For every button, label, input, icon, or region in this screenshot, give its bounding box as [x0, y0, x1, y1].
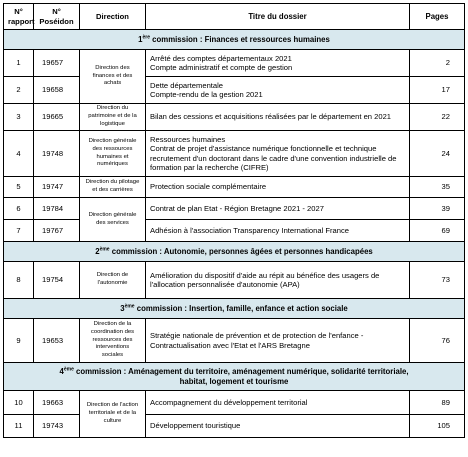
direction-cell: Direction de la coordination des ressources des interventions sociales	[80, 319, 146, 363]
rapport-number: 6	[4, 198, 34, 220]
table-row	[4, 391, 465, 415]
titre-cell: Adhésion à l'association Transparency International France	[146, 220, 410, 242]
direction-cell: Direction de l'action territoriale et de la culture	[80, 391, 146, 438]
titre-cell: Contrat de plan Etat - Région Bretagne 2021 - 2027	[146, 198, 410, 220]
pages-cell: 2	[410, 50, 465, 77]
commission-1-header	[4, 30, 465, 50]
table-row	[4, 262, 465, 299]
rapport-number: 2	[4, 77, 34, 104]
poseidon-number: 19784	[34, 198, 80, 220]
rapport-number: 9	[4, 319, 34, 363]
rapport-number: 11	[4, 415, 34, 438]
commission-3-title: 3ème commission : Insertion, famille, enfance et action sociale	[4, 299, 465, 319]
table-row	[4, 104, 465, 131]
titre-cell: Stratégie nationale de prévention et de protection de l'enfance - Contractualisation avec l'Etat et l'ARS Bretagne	[146, 319, 410, 363]
commission-4-header	[4, 363, 465, 391]
direction-cell: Direction des finances et des achats	[80, 50, 146, 104]
poseidon-number: 19663	[34, 391, 80, 415]
table-row	[4, 77, 465, 104]
poseidon-number: 19665	[34, 104, 80, 131]
rapport-number: 7	[4, 220, 34, 242]
dossier-table	[3, 3, 465, 438]
poseidon-number: 19657	[34, 50, 80, 77]
poseidon-number: 19754	[34, 262, 80, 299]
titre-cell: Dette départementale Compte-rendu de la gestion 2021	[146, 77, 410, 104]
direction-cell: Direction générale des services	[80, 198, 146, 242]
table-row	[4, 198, 465, 220]
titre-cell: Amélioration du dispositif d'aide au répit au bénéfice des usagers de l'allocation personnalisée d'autonomie (APA)	[146, 262, 410, 299]
poseidon-number: 19658	[34, 77, 80, 104]
pages-cell: 17	[410, 77, 465, 104]
document-page	[3, 3, 465, 438]
header-direction: Direction	[80, 4, 146, 30]
titre-cell: Arrêté des comptes départementaux 2021 Compte administratif et compte de gestion	[146, 50, 410, 77]
commission-3-header	[4, 299, 465, 319]
rapport-number: 5	[4, 177, 34, 198]
table-row	[4, 415, 465, 438]
titre-cell: Accompagnement du développement territorial	[146, 391, 410, 415]
direction-cell: Direction du patrimoine et de la logistique	[80, 104, 146, 131]
table-row	[4, 131, 465, 177]
pages-cell: 24	[410, 131, 465, 177]
poseidon-number: 19653	[34, 319, 80, 363]
header-poseidon: N° Poséidon	[34, 4, 80, 30]
titre-cell: Ressources humaines Contrat de projet d'assistance numérique fonctionnelle et technique recrutement d'un doctorant dans le cadre d'une convention industrielle de formation par la recherche (CIFRE)	[146, 131, 410, 177]
header-titre: Titre du dossier	[146, 4, 410, 30]
direction-cell: Direction générale des ressources humaines et numériques	[80, 131, 146, 177]
direction-cell: Direction du pilotage et des carrières	[80, 177, 146, 198]
rapport-number: 8	[4, 262, 34, 299]
pages-cell: 89	[410, 391, 465, 415]
poseidon-number: 19748	[34, 131, 80, 177]
poseidon-number: 19747	[34, 177, 80, 198]
commission-2-title: 2ème commission : Autonomie, personnes âgées et personnes handicapées	[4, 242, 465, 262]
rapport-number: 10	[4, 391, 34, 415]
table-header-row	[4, 4, 465, 30]
poseidon-number: 19743	[34, 415, 80, 438]
commission-4-title: 4ème commission : Aménagement du territoire, aménagement numérique, solidarité territoriale, habitat, logement et tourisme	[4, 363, 465, 391]
commission-1-title: 1ère commission : Finances et ressources humaines	[4, 30, 465, 50]
rapport-number: 4	[4, 131, 34, 177]
pages-cell: 35	[410, 177, 465, 198]
pages-cell: 69	[410, 220, 465, 242]
pages-cell: 76	[410, 319, 465, 363]
pages-cell: 22	[410, 104, 465, 131]
titre-cell: Bilan des cessions et acquisitions réalisées par le département en 2021	[146, 104, 410, 131]
titre-cell: Protection sociale complémentaire	[146, 177, 410, 198]
rapport-number: 3	[4, 104, 34, 131]
direction-cell: Direction de l'autonomie	[80, 262, 146, 299]
commission-2-header	[4, 242, 465, 262]
pages-cell: 73	[410, 262, 465, 299]
table-row	[4, 177, 465, 198]
table-row	[4, 319, 465, 363]
table-row	[4, 50, 465, 77]
rapport-number: 1	[4, 50, 34, 77]
table-row	[4, 220, 465, 242]
header-rapport: N° rapport	[4, 4, 34, 30]
poseidon-number: 19767	[34, 220, 80, 242]
pages-cell: 105	[410, 415, 465, 438]
header-pages: Pages	[410, 4, 465, 30]
titre-cell: Développement touristique	[146, 415, 410, 438]
pages-cell: 39	[410, 198, 465, 220]
